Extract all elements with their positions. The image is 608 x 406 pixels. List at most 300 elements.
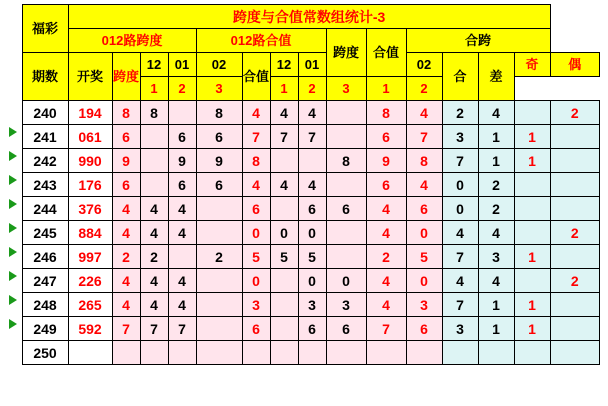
cell-he-text: 7 xyxy=(456,152,464,169)
cell-hezhi xyxy=(242,269,270,293)
cell-h12 xyxy=(270,293,298,317)
spacer xyxy=(8,53,22,77)
header-k02: 02 xyxy=(196,53,242,77)
fucai-label: 福彩 xyxy=(22,5,68,53)
table-row[interactable] xyxy=(8,293,600,317)
cell-cha xyxy=(478,317,514,341)
cell-h12-text: 4 xyxy=(280,104,288,121)
cell-hezhi-text: 7 xyxy=(252,128,260,145)
cell-hezhi2 xyxy=(406,149,442,173)
header-ou: 偶 xyxy=(550,53,599,77)
cell-k01 xyxy=(168,101,196,125)
cell-ji xyxy=(514,245,550,269)
cell-k02 xyxy=(196,341,242,365)
cell-ji xyxy=(514,101,550,125)
group-kuadu-012: 012路跨度 xyxy=(68,29,196,53)
cell-k01-text: 4 xyxy=(178,296,186,313)
cell-ji xyxy=(514,317,550,341)
cell-ou xyxy=(550,293,599,317)
cell-hezhi2 xyxy=(406,221,442,245)
cell-hezhi2 xyxy=(406,269,442,293)
table-row[interactable] xyxy=(8,317,600,341)
cell-k01 xyxy=(168,341,196,365)
cell-hezhi xyxy=(242,173,270,197)
cell-h12 xyxy=(270,341,298,365)
cell-kuadu2 xyxy=(366,317,406,341)
cell-period-text: 249 xyxy=(33,320,57,337)
cell-k02-text: 6 xyxy=(215,128,223,145)
cell-k12 xyxy=(140,245,168,269)
cell-h02-text: 3 xyxy=(342,296,350,313)
cell-ji xyxy=(514,149,550,173)
cell-cha-text: 1 xyxy=(492,296,500,313)
cell-kuadu2 xyxy=(366,341,406,365)
cell-cha-text: 4 xyxy=(492,272,500,289)
row-arrow xyxy=(8,125,22,149)
cell-k12 xyxy=(140,293,168,317)
cell-hezhi2 xyxy=(406,245,442,269)
cell-draw xyxy=(68,221,112,245)
cell-kuadu2-text: 6 xyxy=(382,128,390,145)
cell-k01-text: 4 xyxy=(178,224,186,241)
row-marker-arrow-icon xyxy=(9,271,17,281)
cell-h01-text: 7 xyxy=(308,128,316,145)
header-hk1: 1 xyxy=(366,77,406,101)
cell-period-text: 240 xyxy=(33,104,57,121)
header-h02: 02 xyxy=(406,53,442,77)
cell-he-text: 7 xyxy=(456,296,464,313)
cell-cha-text: 4 xyxy=(492,104,500,121)
cell-h02 xyxy=(326,221,366,245)
cell-cha xyxy=(478,245,514,269)
cell-ou xyxy=(550,101,599,125)
row-arrow xyxy=(8,245,22,269)
cell-k02 xyxy=(196,197,242,221)
cell-cha-text: 1 xyxy=(492,128,500,145)
cell-k01 xyxy=(168,221,196,245)
cell-k12 xyxy=(140,221,168,245)
spacer xyxy=(8,5,22,29)
cell-k01 xyxy=(168,245,196,269)
cell-h01 xyxy=(298,293,326,317)
cell-k12-text: 8 xyxy=(150,104,158,121)
cell-kuadu xyxy=(112,293,140,317)
cell-h01 xyxy=(298,149,326,173)
cell-kuadu-text: 4 xyxy=(122,272,130,289)
spacer xyxy=(8,29,22,53)
cell-h01 xyxy=(298,197,326,221)
header-k12: 12 xyxy=(140,53,168,77)
cell-k02 xyxy=(196,293,242,317)
header-k-n1: 1 xyxy=(140,77,168,101)
cell-k01 xyxy=(168,149,196,173)
cell-h01 xyxy=(298,245,326,269)
cell-h02-text: 0 xyxy=(342,272,350,289)
cell-ji-text: 1 xyxy=(528,296,536,313)
cell-period-text: 242 xyxy=(33,152,57,169)
header-kuadu: 跨度 xyxy=(112,53,140,101)
cell-h01 xyxy=(298,269,326,293)
cell-cha xyxy=(478,293,514,317)
cell-k01 xyxy=(168,197,196,221)
cell-h01-text: 3 xyxy=(308,296,316,313)
header-k-n2: 2 xyxy=(168,77,196,101)
cell-k12 xyxy=(140,149,168,173)
cell-period xyxy=(22,341,68,365)
cell-kuadu-text: 4 xyxy=(122,296,130,313)
header-he: 合 xyxy=(442,53,478,101)
cell-h02 xyxy=(326,173,366,197)
cell-draw-text: 194 xyxy=(78,104,102,121)
cell-k02 xyxy=(196,245,242,269)
cell-hezhi xyxy=(242,101,270,125)
cell-h02-text: 8 xyxy=(342,152,350,169)
header-h-n1: 1 xyxy=(270,77,298,101)
cell-kuadu-text: 6 xyxy=(122,128,130,145)
cell-draw xyxy=(68,173,112,197)
cell-he-text: 4 xyxy=(456,272,464,289)
cell-k12 xyxy=(140,197,168,221)
cell-ou xyxy=(550,125,599,149)
cell-he xyxy=(442,221,478,245)
cell-h01 xyxy=(298,317,326,341)
cell-kuadu xyxy=(112,149,140,173)
cell-kuadu-text: 4 xyxy=(122,224,130,241)
cell-h12 xyxy=(270,197,298,221)
cell-h02 xyxy=(326,197,366,221)
cell-hezhi xyxy=(242,149,270,173)
cell-period xyxy=(22,293,68,317)
cell-kuadu xyxy=(112,221,140,245)
cell-h12 xyxy=(270,125,298,149)
table-row[interactable] xyxy=(8,221,600,245)
cell-cha-text: 1 xyxy=(492,320,500,337)
cell-kuadu xyxy=(112,269,140,293)
cell-h01-text: 4 xyxy=(308,104,316,121)
row-marker-arrow-icon xyxy=(9,295,17,305)
header-k-n3: 3 xyxy=(196,77,242,101)
table-row[interactable] xyxy=(8,197,600,221)
cell-cha xyxy=(478,269,514,293)
cell-hezhi xyxy=(242,245,270,269)
cell-k02 xyxy=(196,125,242,149)
row-arrow xyxy=(8,173,22,197)
cell-ou xyxy=(550,173,599,197)
cell-h01-text: 0 xyxy=(308,272,316,289)
cell-hezhi-text: 4 xyxy=(252,104,260,121)
cell-hezhi2-text: 7 xyxy=(420,128,428,145)
table-row[interactable] xyxy=(8,173,600,197)
cell-k01 xyxy=(168,317,196,341)
cell-h01-text: 5 xyxy=(308,248,316,265)
cell-period xyxy=(22,149,68,173)
cell-k12-text: 2 xyxy=(150,248,158,265)
cell-kuadu-text: 9 xyxy=(122,152,130,169)
cell-hezhi2-text: 0 xyxy=(420,272,428,289)
cell-kuadu xyxy=(112,341,140,365)
table-row[interactable] xyxy=(8,269,600,293)
cell-kuadu2 xyxy=(366,269,406,293)
cell-k12 xyxy=(140,173,168,197)
cell-k02-text: 8 xyxy=(215,104,223,121)
cell-h01-text: 4 xyxy=(308,176,316,193)
cell-ji xyxy=(514,341,550,365)
cell-draw-text: 997 xyxy=(78,248,102,265)
cell-h01 xyxy=(298,125,326,149)
table-row[interactable] xyxy=(8,341,600,365)
cell-k01 xyxy=(168,125,196,149)
cell-he xyxy=(442,341,478,365)
cell-h12-text: 0 xyxy=(280,224,288,241)
cell-he-text: 7 xyxy=(456,248,464,265)
row-marker-arrow-icon xyxy=(9,127,17,137)
cell-he-text: 4 xyxy=(456,224,464,241)
cell-h12-text: 5 xyxy=(280,248,288,265)
cell-period xyxy=(22,317,68,341)
cell-ji xyxy=(514,269,550,293)
cell-k01 xyxy=(168,269,196,293)
header-cha: 差 xyxy=(478,53,514,101)
cell-hezhi2-text: 4 xyxy=(420,104,428,121)
cell-k01-text: 7 xyxy=(178,320,186,337)
cell-cha xyxy=(478,197,514,221)
group-hekua: 合跨 xyxy=(406,29,550,53)
cell-k12 xyxy=(140,269,168,293)
cell-kuadu xyxy=(112,317,140,341)
cell-kuadu-text: 7 xyxy=(122,320,130,337)
cell-h02 xyxy=(326,269,366,293)
row-marker-arrow-icon xyxy=(9,247,17,257)
cell-cha-text: 1 xyxy=(492,152,500,169)
cell-kuadu2 xyxy=(366,197,406,221)
cell-hezhi2 xyxy=(406,173,442,197)
cell-h12 xyxy=(270,173,298,197)
cell-k02 xyxy=(196,269,242,293)
cell-ou xyxy=(550,317,599,341)
cell-period xyxy=(22,221,68,245)
row-marker-arrow-icon xyxy=(9,151,17,161)
cell-kuadu2-text: 4 xyxy=(382,224,390,241)
cell-k12 xyxy=(140,317,168,341)
cell-ou-text: 2 xyxy=(570,104,579,121)
cell-h01 xyxy=(298,221,326,245)
row-marker-arrow-icon xyxy=(9,175,17,185)
cell-period-text: 243 xyxy=(33,176,57,193)
table-row[interactable] xyxy=(8,101,600,125)
cell-he-text: 2 xyxy=(456,104,464,121)
cell-period xyxy=(22,125,68,149)
cell-draw xyxy=(68,245,112,269)
header-qishu: 期数 xyxy=(22,53,68,101)
cell-draw-text: 376 xyxy=(78,200,102,217)
cell-h02 xyxy=(326,341,366,365)
cell-cha xyxy=(478,341,514,365)
cell-cha xyxy=(478,101,514,125)
cell-hezhi-text: 3 xyxy=(252,296,260,313)
cell-he xyxy=(442,293,478,317)
cell-he-text: 3 xyxy=(456,320,464,337)
cell-he xyxy=(442,245,478,269)
header-kaijiang: 开奖 xyxy=(68,53,112,101)
cell-draw xyxy=(68,269,112,293)
table-row[interactable] xyxy=(8,149,600,173)
cell-kuadu2 xyxy=(366,101,406,125)
cell-ji xyxy=(514,173,550,197)
cell-ou xyxy=(550,341,599,365)
cell-hezhi xyxy=(242,317,270,341)
cell-he xyxy=(442,269,478,293)
cell-h02-text: 6 xyxy=(342,200,350,217)
cell-ji-text: 1 xyxy=(528,128,536,145)
cell-h01 xyxy=(298,173,326,197)
cell-hezhi xyxy=(242,341,270,365)
cell-k01-text: 6 xyxy=(178,128,186,145)
row-arrow xyxy=(8,293,22,317)
cell-k01-text: 6 xyxy=(178,176,186,193)
cell-draw xyxy=(68,149,112,173)
group-header-row xyxy=(8,29,600,53)
cell-kuadu2-text: 4 xyxy=(382,200,390,217)
cell-cha xyxy=(478,221,514,245)
cell-hezhi2 xyxy=(406,317,442,341)
cell-h02 xyxy=(326,149,366,173)
cell-hezhi-text: 6 xyxy=(252,200,260,217)
cell-draw xyxy=(68,317,112,341)
cell-hezhi-text: 0 xyxy=(252,272,260,289)
cell-ou xyxy=(550,245,599,269)
table-row[interactable] xyxy=(8,125,600,149)
cell-kuadu2 xyxy=(366,125,406,149)
cell-h12-text: 7 xyxy=(280,128,288,145)
cell-h01-text: 6 xyxy=(308,200,316,217)
cell-hezhi xyxy=(242,125,270,149)
cell-hezhi2-text: 4 xyxy=(420,176,428,193)
cell-hezhi xyxy=(242,293,270,317)
cell-kuadu xyxy=(112,101,140,125)
cell-ou xyxy=(550,149,599,173)
cell-k02 xyxy=(196,317,242,341)
cell-hezhi2-text: 8 xyxy=(420,152,428,169)
cell-kuadu2-text: 9 xyxy=(382,152,390,169)
cell-period xyxy=(22,173,68,197)
cell-k12-text: 4 xyxy=(150,272,158,289)
cell-hezhi2-text: 6 xyxy=(420,320,428,337)
row-marker-arrow-icon xyxy=(9,319,17,329)
cell-kuadu2 xyxy=(366,149,406,173)
cell-hezhi2 xyxy=(406,341,442,365)
row-arrow xyxy=(8,101,22,125)
spacer xyxy=(8,77,22,101)
cell-he xyxy=(442,101,478,125)
cell-k12 xyxy=(140,125,168,149)
cell-hezhi-text: 4 xyxy=(252,176,260,193)
cell-h02 xyxy=(326,125,366,149)
cell-hezhi2 xyxy=(406,101,442,125)
cell-he xyxy=(442,317,478,341)
cell-k02 xyxy=(196,149,242,173)
cell-draw-text: 061 xyxy=(78,128,102,145)
cell-period xyxy=(22,101,68,125)
cell-draw-text: 226 xyxy=(78,272,102,289)
cell-kuadu xyxy=(112,197,140,221)
cell-hezhi-text: 8 xyxy=(252,152,260,169)
cell-ou-text: 2 xyxy=(570,272,579,289)
cell-he xyxy=(442,125,478,149)
cell-kuadu2-text: 4 xyxy=(382,272,390,289)
cell-kuadu2 xyxy=(366,221,406,245)
cell-ji xyxy=(514,197,550,221)
table-row[interactable] xyxy=(8,245,600,269)
cell-kuadu2 xyxy=(366,245,406,269)
cell-ji xyxy=(514,125,550,149)
cell-he xyxy=(442,173,478,197)
cell-hezhi-text: 0 xyxy=(252,224,260,241)
row-arrow xyxy=(8,221,22,245)
cell-h01 xyxy=(298,341,326,365)
cell-hezhi2-text: 3 xyxy=(420,296,428,313)
cell-h02 xyxy=(326,293,366,317)
cell-kuadu xyxy=(112,125,140,149)
cell-k01-text: 4 xyxy=(178,272,186,289)
cell-period-text: 241 xyxy=(33,128,57,145)
cell-k12-text: 7 xyxy=(150,320,158,337)
cell-kuadu-text: 2 xyxy=(122,248,130,265)
cell-draw xyxy=(68,101,112,125)
cell-kuadu xyxy=(112,245,140,269)
cell-he-text: 3 xyxy=(456,128,464,145)
cell-ou xyxy=(550,197,599,221)
cell-ji-text: 1 xyxy=(528,248,536,265)
cell-cha xyxy=(478,149,514,173)
row-arrow xyxy=(8,149,22,173)
cell-hezhi2 xyxy=(406,197,442,221)
cell-cha xyxy=(478,125,514,149)
cell-h01-text: 0 xyxy=(308,224,316,241)
cell-cha-text: 2 xyxy=(492,200,500,217)
cell-draw-text: 592 xyxy=(78,320,102,337)
header-h-n3: 3 xyxy=(326,77,366,101)
sub-header-row xyxy=(8,53,600,77)
cell-k02-text: 2 xyxy=(215,248,223,265)
cell-h12-text: 4 xyxy=(280,176,288,193)
cell-h01 xyxy=(298,101,326,125)
cell-k02 xyxy=(196,221,242,245)
cell-period xyxy=(22,269,68,293)
cell-hezhi-text: 5 xyxy=(252,248,260,265)
cell-k12 xyxy=(140,341,168,365)
row-arrow xyxy=(8,317,22,341)
cell-period xyxy=(22,245,68,269)
cell-kuadu xyxy=(112,173,140,197)
header-hezhi2: 合值 xyxy=(366,29,406,77)
row-arrow xyxy=(8,341,22,365)
title-row xyxy=(8,5,600,29)
cell-ji-text: 1 xyxy=(528,320,536,337)
row-marker-arrow-icon xyxy=(9,199,17,209)
cell-kuadu2 xyxy=(366,173,406,197)
cell-ou xyxy=(550,221,599,245)
cell-hezhi2-text: 6 xyxy=(420,200,428,217)
cell-h12 xyxy=(270,269,298,293)
cell-h01-text: 6 xyxy=(308,320,316,337)
cell-ji xyxy=(514,293,550,317)
row-marker-arrow-icon xyxy=(9,223,17,233)
row-arrow xyxy=(8,197,22,221)
cell-k02 xyxy=(196,173,242,197)
cell-kuadu2-text: 2 xyxy=(382,248,390,265)
cell-draw-text: 884 xyxy=(78,224,102,241)
cell-draw xyxy=(68,197,112,221)
